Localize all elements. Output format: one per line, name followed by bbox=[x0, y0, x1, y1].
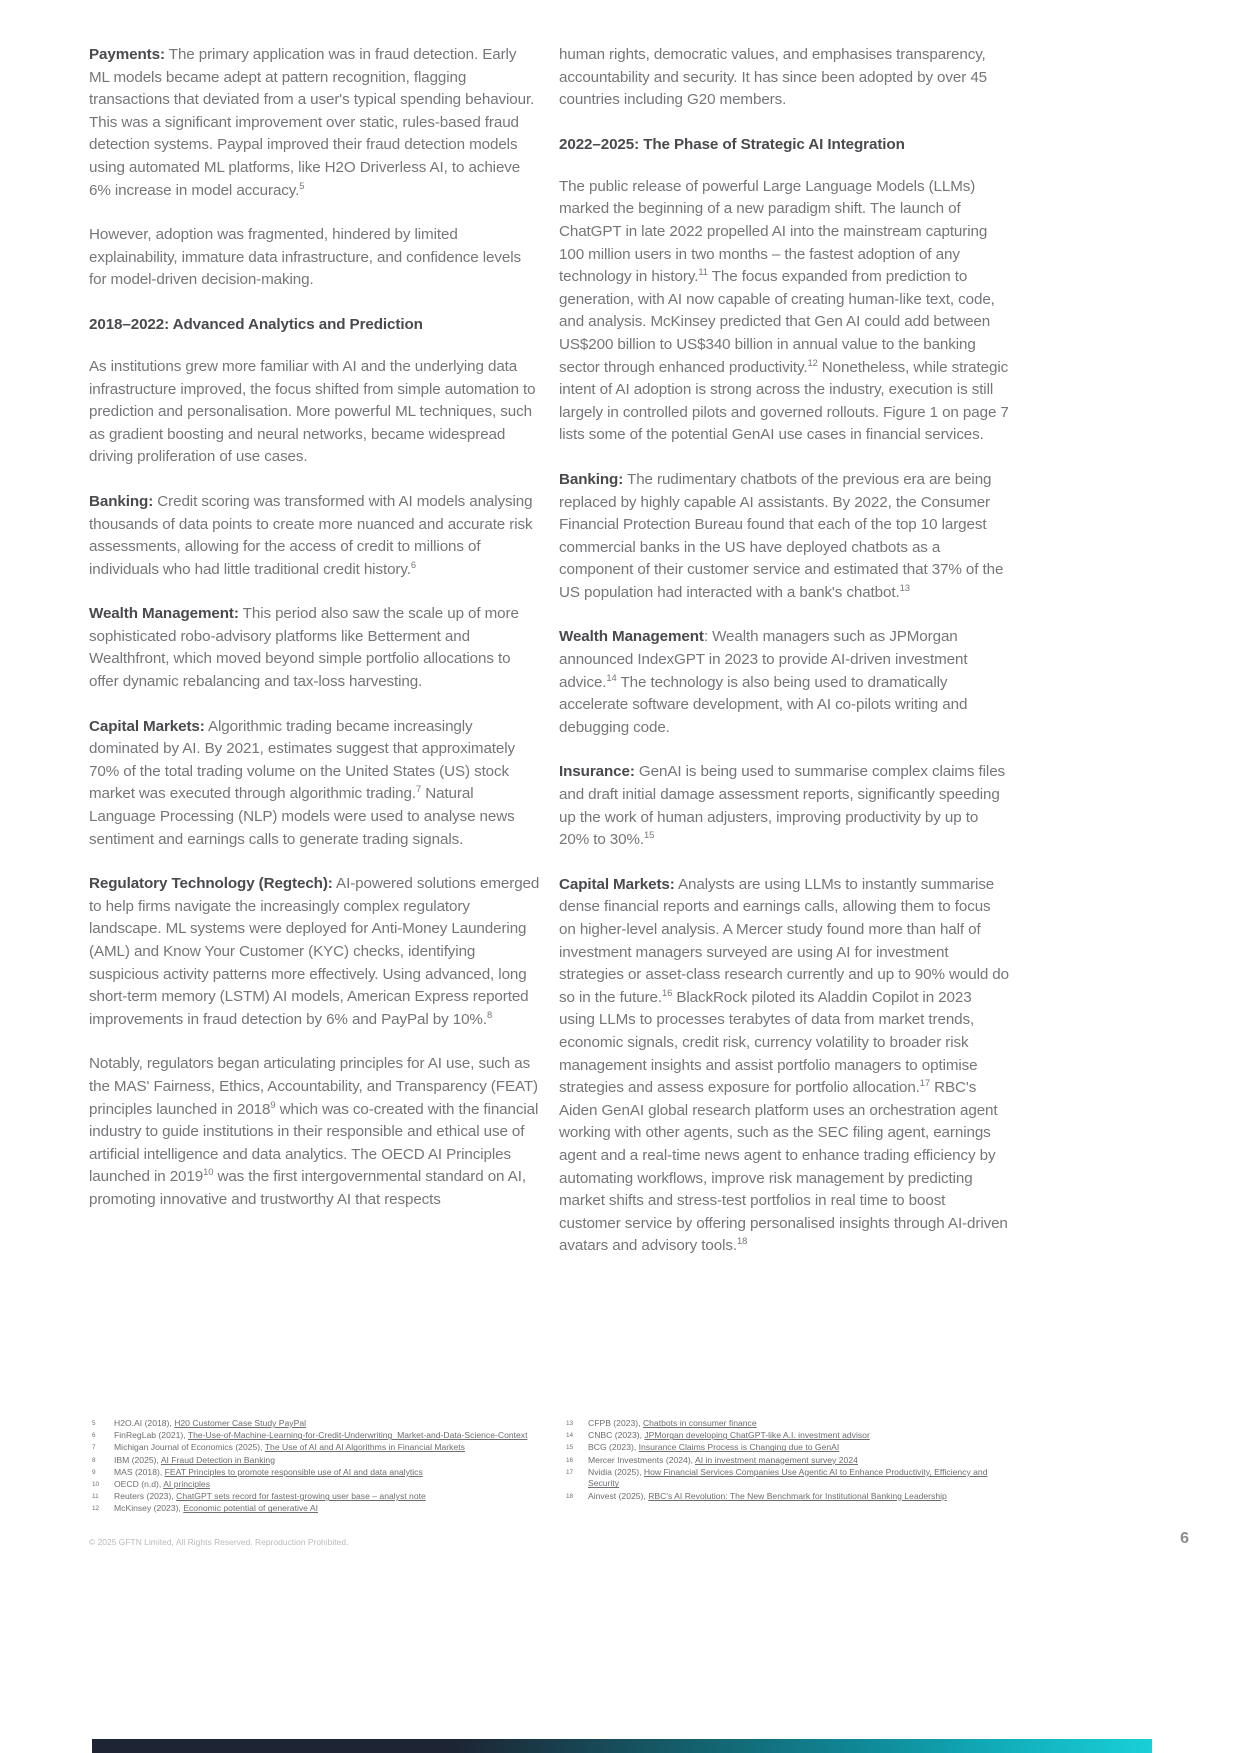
footnote-reference[interactable]: 13 bbox=[899, 581, 910, 593]
footnote-number: 16 bbox=[566, 1456, 574, 1464]
footnote-reference[interactable]: 16 bbox=[662, 986, 673, 998]
footnote-link[interactable]: How Financial Services Companies Use Agentic AI to Enhance Productivity, Efficiency and Security bbox=[588, 1466, 988, 1489]
footnote-link[interactable]: Economic potential of generative AI bbox=[183, 1503, 318, 1514]
paragraph-lead-in: Payments: bbox=[89, 46, 165, 63]
footnote-reference[interactable]: 15 bbox=[644, 829, 655, 841]
body-paragraph: Insurance: GenAI is being used to summarise complex claims files and draft initial damage assessment reports, significantly speeding up the work of human adjusters, improving productivity by up to 20% to 30%.$^{15}$ bbox=[559, 763, 1006, 849]
footnote-item: 10 OECD (n.d), AI principles bbox=[92, 1478, 210, 1489]
footnote-reference[interactable]: 7 bbox=[415, 783, 422, 795]
footnotes-right bbox=[563, 1418, 1018, 1516]
two-column-body bbox=[89, 44, 1019, 1280]
footnote-number: 13 bbox=[566, 1420, 574, 1427]
footnote-item: 12 McKinsey (2023), Economic potential of generative AI bbox=[92, 1503, 318, 1514]
footnote-link[interactable]: AI principles bbox=[163, 1478, 210, 1489]
footnote-item: 5 H2O.AI (2018), H20 Customer Case Study PayPal bbox=[92, 1418, 307, 1428]
body-paragraph: However, adoption was fragmented, hindered by limited explainability, immature data infrastructure, and confidence levels for model-driven decision-making. bbox=[89, 226, 521, 289]
footnote-number: 12 bbox=[92, 1505, 100, 1513]
footer-color-bar bbox=[92, 1739, 1152, 1753]
paragraph-lead-in: Capital Markets: bbox=[559, 875, 675, 893]
footnote-item: 15 BCG (2023), Insurance Claims Process is Changing due to GenAI bbox=[566, 1442, 840, 1453]
footnote-link[interactable]: Chatbots in consumer finance bbox=[642, 1418, 757, 1428]
footnote-reference[interactable]: 12 bbox=[807, 356, 818, 368]
footnote-link[interactable]: The Use of AI and AI Algorithms in Financial Markets bbox=[264, 1442, 465, 1453]
footnote-reference[interactable]: 10 bbox=[203, 1166, 214, 1178]
footnote-link[interactable]: JPMorgan developing ChatGPT-like A.I. investment advisor bbox=[644, 1430, 870, 1441]
footnote-link[interactable]: FEAT Principles to promote responsible use of AI and data analytics bbox=[164, 1466, 423, 1477]
footnote-link[interactable]: H20 Customer Case Study PayPal bbox=[174, 1418, 307, 1428]
footnote-reference[interactable]: 14 bbox=[606, 671, 617, 683]
footnote-number: 9 bbox=[92, 1468, 96, 1476]
paragraph-lead-in: Capital Markets: bbox=[89, 717, 205, 735]
body-paragraph: Regulatory Technology (Regtech): AI-powered solutions emerged to help firms navigate the increasingly complex regulatory landscape. ML systems were deployed for Anti-Money Laundering (AML) and Know Your Customer (KYC) checks, identifying suspicious activity patterns more effectively. Using advanced, long short-term memory (LSTM) AI models, American Express reported improvements in fraud detection by 6% and PayPal by 10%.$^8$ bbox=[89, 875, 540, 1028]
footnote-item: 18 Ainvest (2025), RBC's AI Revolution: The New Benchmark for Institutional Banking Leadership bbox=[566, 1490, 947, 1501]
footnote-item: 17 Nvidia (2025), How Financial Services Companies Use Agentic AI to Enhance Productivity, Efficiency and Security bbox=[566, 1466, 988, 1489]
footnote-number: 6 bbox=[92, 1432, 96, 1440]
paragraph-lead-in: Regulatory Technology (Regtech): bbox=[89, 875, 333, 893]
footnote-link[interactable]: ChatGPT sets record for fastest-growing user base – analyst note bbox=[176, 1491, 426, 1502]
paragraph-lead-in: Wealth Management bbox=[559, 628, 704, 646]
footnote-number: 11 bbox=[92, 1493, 99, 1501]
footnote-link[interactable]: The-Use-of-Machine-Learning-for-Credit-Underwriting_Market-and-Data-Science-Context bbox=[187, 1430, 528, 1441]
body-paragraph: Capital Markets: Algorithmic trading became increasingly dominated by AI. By 2021, estimates suggest that approximately 70% of the total trading volume on the United States (US) stock market was executed through algorithmic trading.$^7$ Natural Language Processing (NLP) models were used to analyse news sentiment and earnings calls to generate trading signals. bbox=[89, 717, 516, 848]
body-paragraph: Wealth Management: Wealth managers such as JPMorgan announced IndexGPT in 2023 to provide AI-driven investment advice.$^{14}$ The technology is also being used to dramatically accelerate software development, with AI co-pilots writing and debugging code. bbox=[559, 628, 968, 736]
footnote-number: 17 bbox=[566, 1468, 574, 1476]
footnotes-section bbox=[89, 1418, 1019, 1516]
footnote-item: 8 IBM (2025), AI Fraud Detection in Banking bbox=[92, 1454, 275, 1465]
footnote-reference[interactable]: 18 bbox=[736, 1235, 748, 1247]
footnote-number: 15 bbox=[566, 1444, 574, 1452]
footnote-number: 8 bbox=[92, 1456, 96, 1464]
footnote-reference[interactable]: 9 bbox=[270, 1098, 276, 1110]
paragraph-lead-in: Banking: bbox=[89, 492, 154, 510]
paragraph-lead-in: Insurance: bbox=[559, 763, 635, 781]
footnote-item: 14 CNBC (2023), JPMorgan developing ChatGPT-like A.I. investment advisor bbox=[566, 1430, 870, 1441]
body-paragraph: Notably, regulators began articulating principles for AI use, such as the MAS' Fairness, Ethics, Accountability, and Transparency (FEAT) principles launched in 2018$^9$ which was co-created with the financial industry to guide institutions in their responsible and ethical use of artificial intelligence and data analytics. The OECD AI Principles launched in 2019$^{10}$ was the first intergovernmental standard on AI, promoting innovative and trustworthy AI that respects bbox=[89, 1055, 539, 1208]
body-paragraph: Banking: Credit scoring was transformed with AI models analysing thousands of data points to create more nuanced and accurate risk assessments, allowing for the access of credit to millions of individuals who had little traditional credit history.$^6$ bbox=[89, 492, 533, 578]
page-number: 6 bbox=[1180, 1530, 1189, 1547]
section-heading: 2022–2025: The Phase of Strategic AI Integration bbox=[559, 135, 905, 153]
footnote-item: 13 CFPB (2023), Chatbots in consumer finance bbox=[566, 1418, 757, 1428]
footnote-number: 10 bbox=[92, 1480, 100, 1488]
footnote-link[interactable]: AI in investment management survey 2024 bbox=[695, 1454, 858, 1465]
footnote-number: 5 bbox=[92, 1420, 96, 1427]
body-paragraph: Capital Markets: Analysts are using LLMs to instantly summarise dense financial reports and earnings calls, allowing them to focus on higher-level analysis. A Mercer study found more than half of investment managers surveyed are using AI for investment strategies or asset-class research currently and up to 90% would do so in the future.$^{16}$ BlackRock piloted its Aladdin Copilot in 2023 using LLMs to processes terabytes of data from market trends, economic signals, credit risk, currency volatility to broader risk management insights and assist portfolio managers to optimise strategies and assess exposure for portfolio allocation.$^{17}$ RBC's Aiden GenAI global research platform uses an orchestration agent working with other agents, such as the SEC filing agent, earnings agent and a real-time news agent to enhance trading efficiency by automating workflows, improve risk management by predicting market shifts and stress-test portfolios in real time to boost customer service by offering personalised insights through AI-driven avatars and advisory tools.$^{18}$ bbox=[559, 875, 1010, 1255]
footnote-reference[interactable]: 6 bbox=[410, 558, 416, 570]
body-paragraph: Wealth Management: This period also saw the scale up of more sophisticated robo-advisory platforms like Betterment and Wealthfront, which moved beyond simple portfolio allocations to offer dynamic rebalancing and tax-loss harvesting. bbox=[89, 605, 519, 691]
body-paragraph: The public release of powerful Large Language Models (LLMs) marked the beginning of a new paradigm shift. The launch of ChatGPT in late 2022 propelled AI into the mainstream capturing 100 million users in two months – the fastest adoption of any technology in history.$^{11}$ The focus expanded from prediction to generation, with AI now capable of creating human-like text, code, and analysis. McKinsey predicted that Gen AI could add between US$200 billion to US$340 billion in annual value to the banking sector through enhanced productivity.$^{12}$ Nonetheless, while strategic intent of AI adoption is strong across the industry, execution is still largely in controlled pilots and governed rollouts. Figure 1 on page 7 lists some of the potential GenAI use cases in financial services. bbox=[559, 177, 1009, 444]
paragraph-lead-in: Wealth Management: bbox=[89, 605, 239, 623]
footnote-link[interactable]: Insurance Claims Process is Changing due to GenAI bbox=[638, 1442, 840, 1453]
footnote-item: 6 FinRegLab (2021), The-Use-of-Machine-Learning-for-Credit-Underwriting_Market-and-Data-Science-Context bbox=[92, 1430, 528, 1441]
footnote-item: 11 Reuters (2023), ChatGPT sets record for fastest-growing user base – analyst note bbox=[92, 1491, 426, 1502]
left-column bbox=[89, 44, 540, 1280]
paragraph-lead-in: Banking: bbox=[559, 470, 624, 488]
footnote-item: 7 Michigan Journal of Economics (2025), The Use of AI and AI Algorithms in Financial Markets bbox=[92, 1442, 465, 1453]
footnote-reference[interactable]: 11 bbox=[698, 266, 708, 278]
body-paragraph: Payments: The primary application was in fraud detection. Early ML models became adept at pattern recognition, flagging transactions that deviated from a user's typical spending behaviour. This was a significant improvement over static, rules-based fraud detection systems. Paypal improved their fraud detection models using automated ML platforms, like H2O Driverless AI, to achieve 6% increase in model accuracy.$^5$ bbox=[89, 46, 535, 199]
footnote-number: 14 bbox=[566, 1432, 574, 1440]
footnote-item: 16 Mercer Investments (2024), AI in investment management survey 2024 bbox=[566, 1454, 858, 1465]
footnote-number: 18 bbox=[566, 1492, 574, 1500]
footnotes-left bbox=[89, 1418, 544, 1516]
footnote-link[interactable]: AI Fraud Detection in Banking bbox=[160, 1454, 275, 1465]
footnote-number: 7 bbox=[92, 1444, 96, 1452]
footnote-item: 9 MAS (2018), FEAT Principles to promote responsible use of AI and data analytics bbox=[92, 1466, 423, 1477]
section-heading: 2018–2022: Advanced Analytics and Prediction bbox=[89, 315, 423, 333]
footnote-reference[interactable]: 17 bbox=[919, 1077, 931, 1089]
body-paragraph: Banking: The rudimentary chatbots of the previous era are being replaced by highly capable AI assistants. By 2022, the Consumer Financial Protection Bureau found that each of the top 10 largest commercial banks in the US have deployed chatbots as a component of their customer service and estimated that 37% of the US population had interacted with a bank's chatbot.$^{13}$ bbox=[559, 470, 1004, 601]
footnote-reference[interactable]: 5 bbox=[299, 179, 305, 191]
footnote-reference[interactable]: 8 bbox=[486, 1008, 493, 1020]
footnote-link[interactable]: RBC's AI Revolution: The New Benchmark for Institutional Banking Leadership bbox=[648, 1490, 947, 1501]
body-paragraph: human rights, democratic values, and emphasises transparency, accountability and security. It has since been adopted by over 45 countries including G20 members. bbox=[559, 46, 988, 109]
right-column bbox=[559, 44, 1010, 1280]
body-paragraph: As institutions grew more familiar with AI and the underlying data infrastructure improved, the focus shifted from simple automation to prediction and personalisation. More powerful ML techniques, such as gradient boosting and neural networks, became widespread driving proliferation of use cases. bbox=[89, 357, 536, 466]
copyright-notice: © 2025 GFTN Limited, All Rights Reserved. Reproduction Prohibited. bbox=[89, 1537, 349, 1547]
